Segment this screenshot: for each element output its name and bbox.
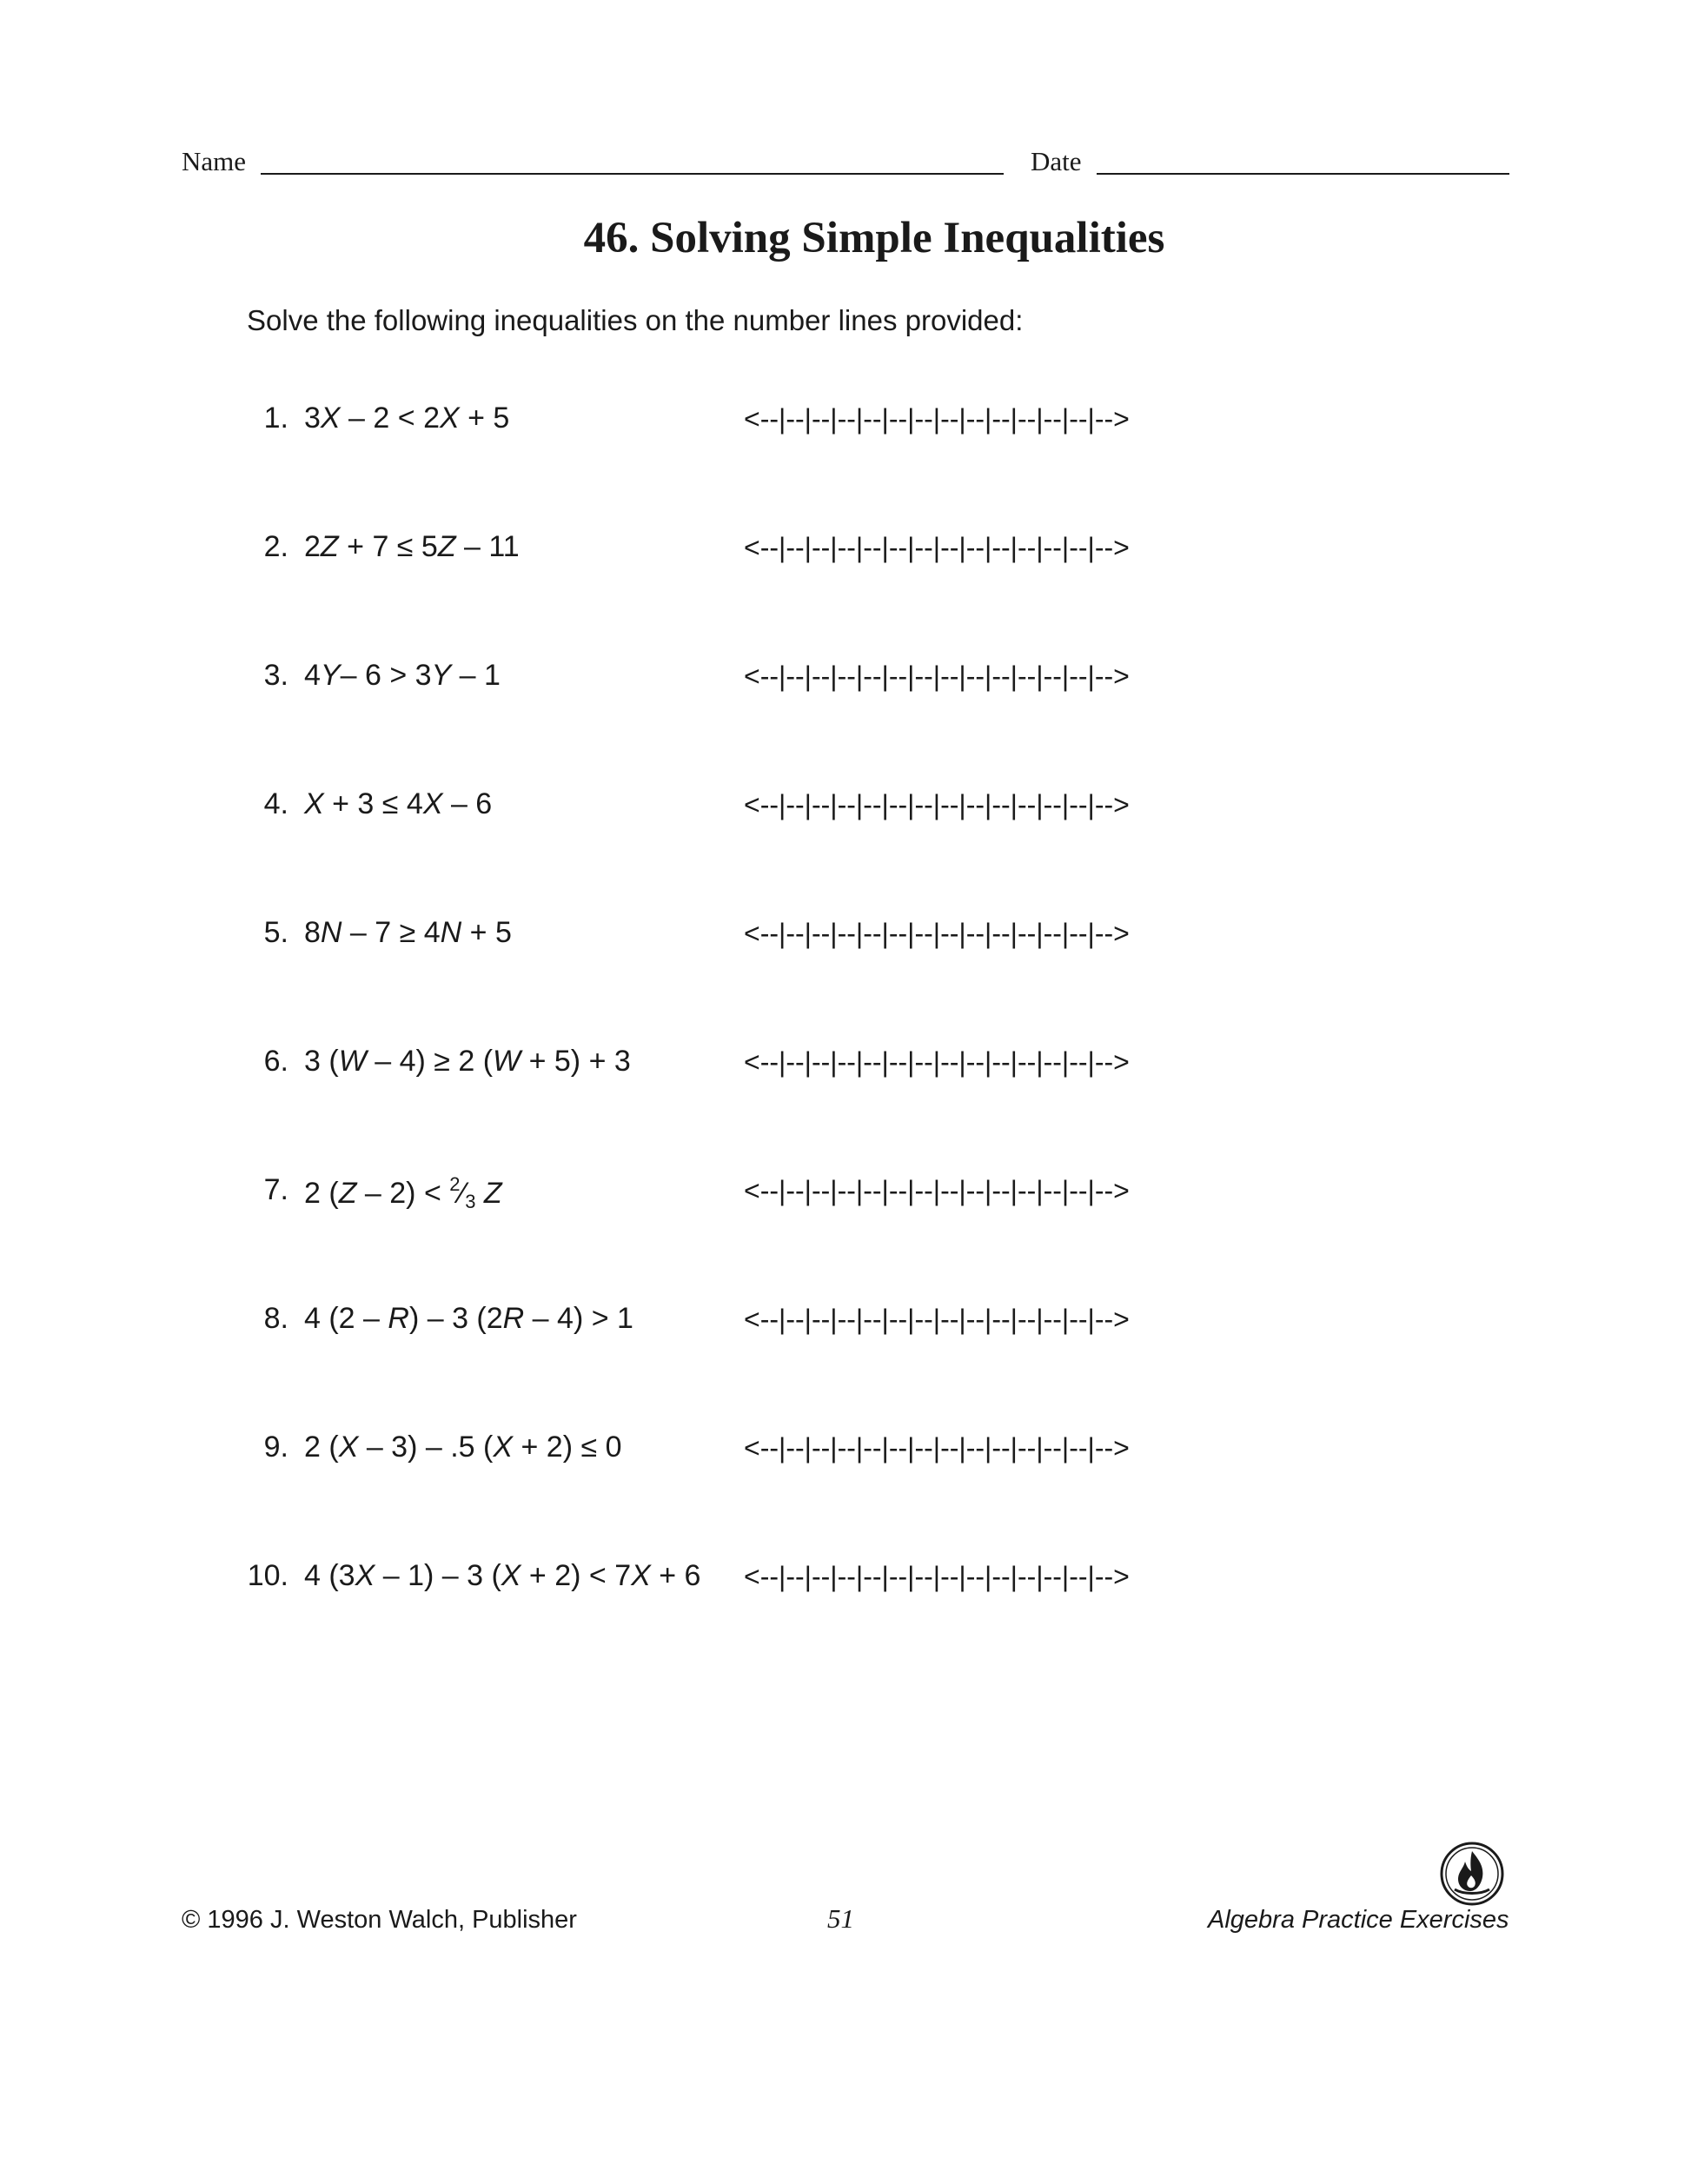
problem-number: 9. bbox=[263, 1431, 288, 1464]
problem-expression: 3X – 2 < 2X + 5 bbox=[304, 402, 510, 435]
problem-expression: 4 (3X – 1) – 3 (X + 2) < 7X + 6 bbox=[304, 1559, 701, 1592]
name-field-line[interactable] bbox=[261, 173, 1004, 175]
name-label: Name bbox=[182, 146, 247, 176]
problem-number: 6. bbox=[263, 1045, 288, 1078]
problem-number: 1. bbox=[263, 402, 288, 435]
problem-row bbox=[0, 916, 1691, 968]
number-line[interactable]: <--|--|--|--|--|--|--|--|--|--|--|--|--|--> bbox=[744, 532, 1130, 563]
problem-row bbox=[0, 1431, 1691, 1483]
number-line[interactable]: <--|--|--|--|--|--|--|--|--|--|--|--|--|--> bbox=[744, 661, 1130, 692]
page-title: 46. Solving Simple Inequalities bbox=[583, 214, 1165, 262]
instructions: Solve the following inequalities on the number lines provided: bbox=[247, 304, 1024, 336]
number-line[interactable]: <--|--|--|--|--|--|--|--|--|--|--|--|--|--> bbox=[744, 918, 1130, 949]
fraction: $^2⁄_3$ bbox=[449, 1173, 476, 1212]
problem-row bbox=[0, 659, 1691, 711]
problem-number: 3. bbox=[263, 659, 288, 692]
problem-row bbox=[0, 530, 1691, 582]
problem-row bbox=[0, 787, 1691, 840]
number-line[interactable]: <--|--|--|--|--|--|--|--|--|--|--|--|--|--> bbox=[744, 1046, 1130, 1078]
problem-expression: 4 (2 – R) – 3 (2R – 4) > 1 bbox=[304, 1302, 633, 1335]
problem-row bbox=[0, 402, 1691, 454]
number-line[interactable]: <--|--|--|--|--|--|--|--|--|--|--|--|--|--> bbox=[744, 1561, 1130, 1592]
problem-row bbox=[0, 1173, 1691, 1225]
problem-number: 10. bbox=[247, 1559, 288, 1592]
problem-number: 4. bbox=[263, 787, 288, 820]
problem-number: 7. bbox=[263, 1173, 288, 1206]
problem-expression: X + 3 ≤ 4X – 6 bbox=[304, 787, 493, 820]
problem-expression: 4Y– 6 > 3Y – 1 bbox=[304, 659, 501, 692]
problem-number: 5. bbox=[263, 916, 288, 949]
problem-expression: 2Z + 7 ≤ 5Z – 11 bbox=[304, 530, 520, 563]
problem-number: 8. bbox=[263, 1302, 288, 1335]
date-field-line[interactable] bbox=[1097, 173, 1509, 175]
problem-row bbox=[0, 1302, 1691, 1354]
problem-number: 2. bbox=[263, 530, 288, 563]
number-line[interactable]: <--|--|--|--|--|--|--|--|--|--|--|--|--|--> bbox=[744, 1175, 1130, 1206]
flame-logo-icon bbox=[1439, 1841, 1505, 1907]
number-line[interactable]: <--|--|--|--|--|--|--|--|--|--|--|--|--|--> bbox=[744, 1432, 1130, 1464]
page-number: 51 bbox=[827, 1903, 854, 1934]
number-line[interactable]: <--|--|--|--|--|--|--|--|--|--|--|--|--|--> bbox=[744, 1304, 1130, 1335]
number-line[interactable]: <--|--|--|--|--|--|--|--|--|--|--|--|--|--> bbox=[744, 403, 1130, 435]
problem-row bbox=[0, 1559, 1691, 1611]
problem-expression: 2 $(Z - 2) < ^2⁄_3$ Z bbox=[304, 1173, 502, 1212]
problem-expression: 3 (W – 4) ≥ 2 (W + 5) + 3 bbox=[304, 1045, 631, 1078]
problem-expression: 8N – 7 ≥ 4N + 5 bbox=[304, 916, 512, 949]
date-label: Date bbox=[1031, 146, 1082, 176]
problem-row bbox=[0, 1045, 1691, 1097]
book-title: Algebra Practice Exercises bbox=[1208, 1906, 1509, 1934]
copyright-notice: © 1996 J. Weston Walch, Publisher bbox=[182, 1906, 577, 1934]
number-line[interactable]: <--|--|--|--|--|--|--|--|--|--|--|--|--|--> bbox=[744, 789, 1130, 820]
problem-expression: 2 (X – 3) – .5 (X + 2) ≤ 0 bbox=[304, 1431, 622, 1464]
